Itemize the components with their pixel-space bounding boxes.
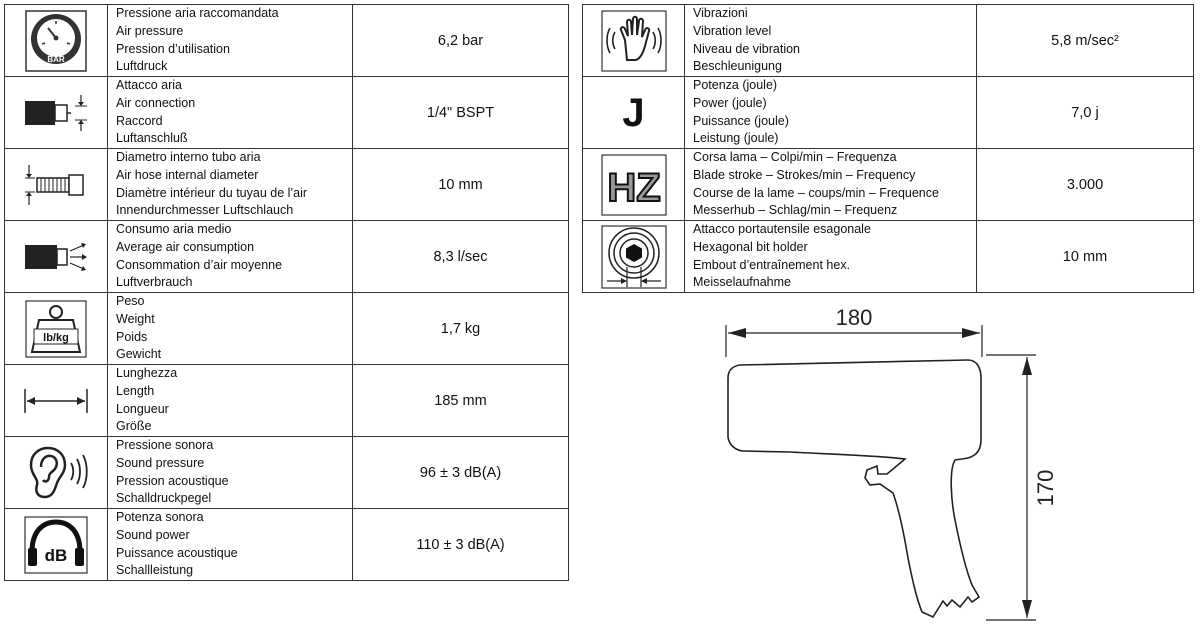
- icon-cell: [5, 5, 108, 77]
- label-en: Power (joule): [693, 95, 767, 110]
- spec-row-weight: [5, 293, 569, 365]
- joule-icon: J: [622, 90, 645, 135]
- label-en: Hexagonal bit holder: [693, 239, 808, 254]
- spec-value: 6,2 bar: [353, 5, 569, 77]
- label-it: Pressione sonora: [116, 438, 214, 453]
- label-de: Größe: [116, 419, 152, 434]
- pressure-gauge-icon: [25, 10, 87, 72]
- label-it: Potenza (joule): [693, 78, 778, 93]
- label-de: Meisselaufnahme: [693, 275, 791, 290]
- label-fr: Pression acoustique: [116, 473, 229, 488]
- label-de: Leistung (joule): [693, 131, 779, 146]
- label-de: Innendurchmesser Luftschlauch: [116, 203, 294, 218]
- weight-icon: [25, 300, 87, 358]
- spec-row-sound-pressure: [5, 437, 569, 509]
- label-en: Length: [116, 383, 155, 398]
- spec-value: 10 mm: [977, 221, 1194, 293]
- spec-value: 7,0 j: [977, 77, 1194, 149]
- label-de: Luftanschluß: [116, 131, 188, 146]
- label-de: Messerhub – Schlag/min – Frequenz: [693, 203, 898, 218]
- label-en: Blade stroke – Strokes/min – Frequency: [693, 167, 916, 182]
- label-fr: Pression d’utilisation: [116, 41, 230, 56]
- right-spec-table: [582, 4, 1194, 293]
- spec-row-sound-power: [5, 509, 569, 581]
- spec-value: 110 ± 3 dB(A): [353, 509, 569, 581]
- label-de: Luftdruck: [116, 59, 168, 74]
- svg-text:BAR: BAR: [47, 54, 65, 64]
- spec-row-frequency: [583, 149, 1194, 221]
- tool-outline: [728, 360, 981, 617]
- hex-bit-holder-icon: [601, 225, 667, 289]
- label-fr: Embout d’entraînement hex.: [693, 257, 851, 272]
- spec-value: 5,8 m/sec²: [977, 5, 1194, 77]
- label-en: Air hose internal diameter: [116, 167, 259, 182]
- label-it: Pressione aria raccomandata: [116, 6, 279, 21]
- label-en: Weight: [116, 311, 155, 326]
- spec-row-air-connection: [5, 77, 569, 149]
- spec-value: 1,7 kg: [353, 293, 569, 365]
- label-fr: Raccord: [116, 113, 163, 128]
- label-fr: Course de la lame – coups/min – Frequence: [693, 185, 939, 200]
- spec-row-vibration: [583, 5, 1194, 77]
- svg-text:dB: dB: [44, 545, 68, 565]
- label-fr: Puissance acoustique: [116, 545, 238, 560]
- spec-value: 185 mm: [353, 365, 569, 437]
- label-it: Potenza sonora: [116, 510, 204, 525]
- label-en: Vibration level: [693, 23, 772, 38]
- spec-value: 3.000: [977, 149, 1194, 221]
- label-fr: Consommation d’air moyenne: [116, 257, 283, 272]
- headphones-db-icon: [24, 516, 88, 574]
- label-it: Consumo aria medio: [116, 222, 232, 237]
- label-it: Lunghezza: [116, 366, 178, 381]
- vibration-hand-icon: [601, 10, 667, 72]
- tool-dimension-drawing: [700, 300, 1060, 625]
- spec-row-air-consumption: [5, 221, 569, 293]
- width-dimension: [726, 305, 982, 357]
- label-it: Diametro interno tubo aria: [116, 150, 261, 165]
- spec-row-air-pressure: [5, 5, 569, 77]
- label-it: Attacco aria: [116, 78, 183, 93]
- label-it: Attacco portautensile esagonale: [693, 222, 871, 237]
- label-en: Average air consumption: [116, 239, 255, 254]
- label-it: Vibrazioni: [693, 6, 748, 21]
- spec-value: 8,3 l/sec: [353, 221, 569, 293]
- spec-value: 96 ± 3 dB(A): [353, 437, 569, 509]
- label-en: Sound power: [116, 527, 190, 542]
- spec-row-hose-diameter: [5, 149, 569, 221]
- label-de: Gewicht: [116, 347, 162, 362]
- air-consumption-icon: [23, 237, 89, 277]
- label-fr: Diamètre intérieur du tuyau de l’air: [116, 185, 308, 200]
- hz-icon: [601, 154, 667, 216]
- label-fr: Longueur: [116, 401, 169, 416]
- length-icon: [23, 386, 89, 416]
- height-dimension-label: 170: [1033, 469, 1058, 507]
- width-dimension-label: 180: [835, 305, 873, 330]
- ear-icon: [23, 445, 89, 501]
- label-de: Luftverbrauch: [116, 275, 193, 290]
- label-de: Beschleunigung: [693, 59, 782, 74]
- label-en: Air connection: [116, 95, 196, 110]
- label-de: Schallleistung: [116, 563, 194, 578]
- hose-diameter-icon: [23, 163, 89, 207]
- air-connection-icon: [23, 93, 89, 133]
- spec-value: 1/4" BSPT: [353, 77, 569, 149]
- label-en: Sound pressure: [116, 455, 205, 470]
- svg-text:lb/kg: lb/kg: [43, 331, 69, 344]
- spec-row-length: [5, 365, 569, 437]
- label-fr: Poids: [116, 329, 148, 344]
- left-spec-table: [4, 4, 569, 581]
- label-it: Peso: [116, 294, 145, 309]
- label-de: Schalldruckpegel: [116, 491, 212, 506]
- label-fr: Niveau de vibration: [693, 41, 801, 56]
- label-it: Corsa lama – Colpi/min – Frequenza: [693, 150, 897, 165]
- spec-row-hex-bit-holder: [583, 221, 1194, 293]
- label-en: Air pressure: [116, 23, 184, 38]
- height-dimension: [986, 355, 1058, 620]
- spec-value: 10 mm: [353, 149, 569, 221]
- svg-text:HZ: HZ: [606, 165, 661, 210]
- label-fr: Puissance (joule): [693, 113, 789, 128]
- spec-row-power-joule: [583, 77, 1194, 149]
